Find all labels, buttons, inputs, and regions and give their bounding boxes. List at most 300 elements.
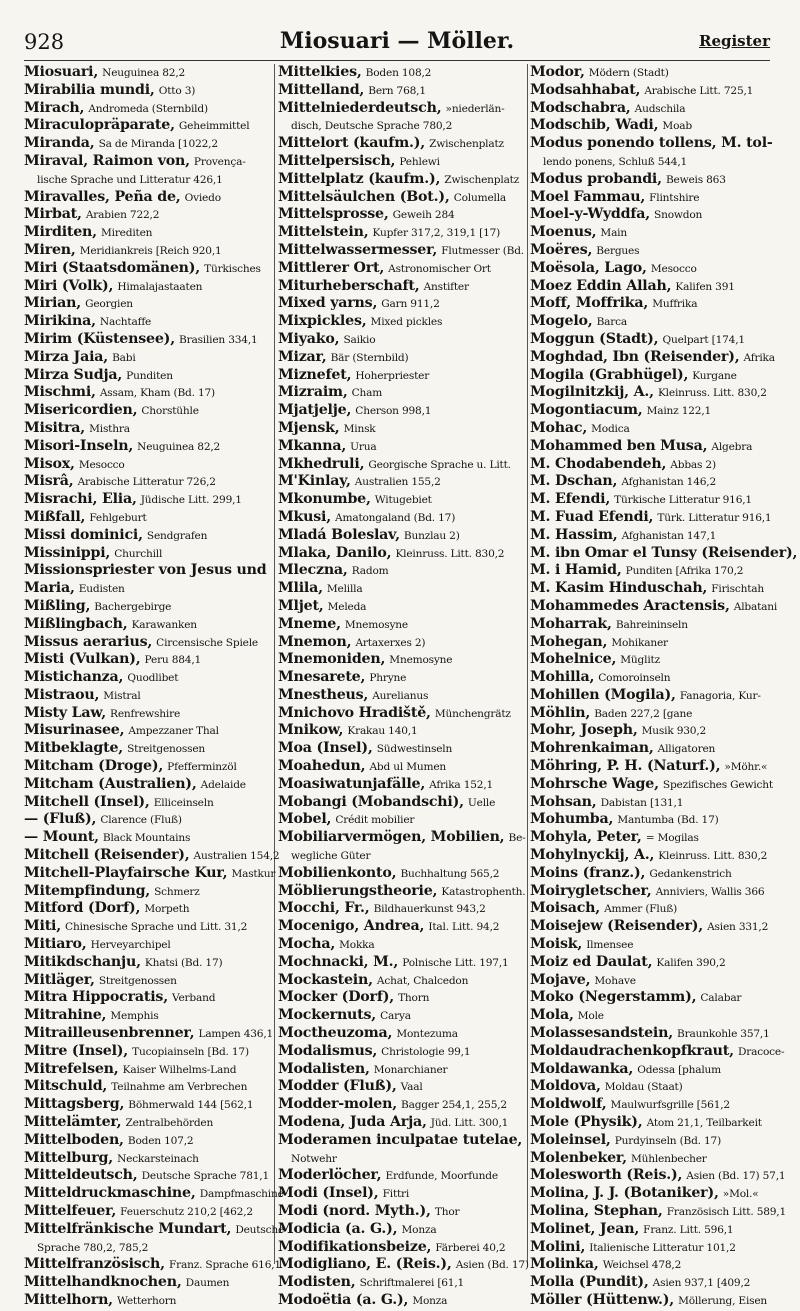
entry-reference: Moab <box>662 120 692 133</box>
entry-headword: Mitchell-Playfairsche Kur, <box>24 864 228 881</box>
entry-reference: Dracoce- <box>737 1045 785 1058</box>
register-entry <box>530 1256 778 1274</box>
entry-reference: Schriftmalerei [61,1 <box>359 1277 465 1290</box>
entry-headword: Mirikina, <box>24 313 96 330</box>
entry-headword: Mobangi (Mobandschi), <box>278 793 464 810</box>
entry-headword: Moëres, <box>530 241 593 258</box>
entry-headword: Mirian, <box>24 295 82 312</box>
entry-reference: Clarence (Fluß) <box>100 814 182 827</box>
entry-reference: Ital. Litt. 94,2 <box>428 921 500 934</box>
register-entry <box>530 135 778 153</box>
register-entry <box>530 224 778 242</box>
entry-reference: Türk. Litteratur 916,1 <box>657 511 772 524</box>
register-entry <box>278 794 526 812</box>
register-entry <box>24 295 272 313</box>
register-entry <box>24 918 272 936</box>
register-entry <box>278 1096 526 1114</box>
entry-reference: Sendgrafen <box>146 529 208 542</box>
entry-headword: M. Kasim Hinduschah, <box>530 580 708 597</box>
register-entry <box>278 776 526 794</box>
entry-reference: Albatani <box>733 600 778 613</box>
register-entry <box>24 722 272 740</box>
register-entry <box>278 313 526 331</box>
entry-reference: Georgien <box>85 298 133 311</box>
entry-headword: Mohylnyckij, A., <box>530 847 655 864</box>
entry-reference: Kupfer 317,2, 319,1 [17) <box>372 227 501 240</box>
register-entry <box>24 367 272 385</box>
entry-reference: Mesocco <box>78 458 125 471</box>
register-entry <box>24 651 272 669</box>
entry-headword: Mirach, <box>24 99 85 116</box>
entry-headword: Mittelplatz (kaufm.), <box>278 170 441 187</box>
entry-headword: Molassesandstein, <box>530 1025 673 1042</box>
entry-reference: Asien 331,2 <box>707 921 769 934</box>
entry-headword: Mitre (Insel), <box>24 1042 129 1059</box>
entry-reference: Artaxerxes 2) <box>355 636 426 649</box>
register-entry <box>530 918 778 936</box>
entry-headword: Moko (Negerstamm), <box>530 989 697 1006</box>
entry-reference: Italienische Litteratur 101,2 <box>589 1241 736 1254</box>
entry-reference: Otto 3) <box>158 84 196 97</box>
entry-reference: Melilla <box>326 583 363 596</box>
entry-reference: Mesocco <box>650 262 697 275</box>
entry-headword: Molina, Stephan, <box>530 1203 663 1219</box>
register-entry <box>24 153 272 171</box>
entry-reference: Andromeda (Sternbild) <box>88 102 208 115</box>
entry-headword: Mittelfränkische Mundart, <box>24 1220 232 1237</box>
register-entry <box>278 954 526 972</box>
entry-headword: Molinet, Jean, <box>530 1220 640 1237</box>
entry-headword: Mohr, Joseph, <box>530 722 638 739</box>
entry-reference: Arabische Litteratur 726,2 <box>77 476 216 489</box>
entry-reference: Sprache 780,2, 785,2 <box>37 1241 149 1254</box>
entry-headword: Mizar, <box>278 348 327 365</box>
entry-headword: Modena, Juda Arja, <box>278 1114 427 1131</box>
entry-headword: Moff, Moffrika, <box>530 295 649 312</box>
entry-headword: Modi (Insel), <box>278 1185 379 1202</box>
entry-reference: Mistral <box>103 689 141 702</box>
register-entry <box>278 562 526 580</box>
entry-reference: Müglitz <box>620 654 660 667</box>
register-entry <box>530 829 778 847</box>
entry-reference: Spezifisches Gewicht <box>662 778 773 791</box>
register-entry <box>24 1256 281 1274</box>
entry-headword: Miti, <box>24 918 61 935</box>
register-entry <box>278 972 526 990</box>
register-entry <box>24 936 272 954</box>
entry-headword: Mitläger, <box>24 971 95 988</box>
entry-reference: Nachtaffe <box>99 316 152 329</box>
entry-headword: Mittelfeuer, <box>24 1203 117 1219</box>
register-entry <box>24 1203 272 1221</box>
register-entry <box>530 811 778 829</box>
entry-headword: Modi (nord. Myth.), <box>278 1203 431 1219</box>
register-entry <box>278 331 526 349</box>
entry-headword: Mojave, <box>530 971 591 988</box>
register-entry <box>530 705 778 723</box>
entry-headword: Mitteldruckmaschine, <box>24 1185 196 1202</box>
entry-reference: Arabien 722,2 <box>85 209 160 222</box>
register-entry <box>24 491 272 509</box>
register-entry <box>278 705 526 723</box>
register-entry <box>278 349 526 367</box>
entry-headword: Moisach, <box>530 900 601 917</box>
entry-headword: Mitbeklagte, <box>24 740 124 757</box>
entry-reference: Babi <box>112 351 136 364</box>
entry-reference: Braunkohle 357,1 <box>677 1028 770 1041</box>
entry-reference: Radom <box>351 565 389 578</box>
entry-headword: Mohillen (Mogila), <box>530 686 676 703</box>
register-entry <box>278 491 526 509</box>
register-entry <box>530 740 778 758</box>
register-entry <box>530 687 778 705</box>
entry-reference: Astronomischer Ort <box>388 262 491 275</box>
entry-headword: Miyako, <box>278 330 340 347</box>
entry-headword: Mirim (Küstensee), <box>24 330 175 347</box>
entry-headword: Modsahhabat, <box>530 81 641 98</box>
register-entry <box>278 117 526 135</box>
page-header <box>24 26 770 56</box>
register-entry <box>530 598 778 616</box>
register-entry <box>530 313 778 331</box>
entry-headword: — (Fluß), <box>24 811 97 828</box>
entry-headword: Mohac, <box>530 419 588 436</box>
entry-headword: Moiz ed Daulat, <box>530 953 653 970</box>
entry-headword: Maria, <box>24 580 75 597</box>
entry-reference: Montezuma <box>396 1028 458 1041</box>
entry-headword: Mittelboden, <box>24 1131 124 1148</box>
entry-headword: Misox, <box>24 455 75 472</box>
entry-reference: Mohikaner <box>611 636 668 649</box>
column-3 <box>530 64 798 1308</box>
register-entry <box>278 758 526 776</box>
entry-reference: Fittri <box>382 1188 410 1201</box>
entry-headword: Mohilla, <box>530 669 595 686</box>
entry-headword: Mogelo, <box>530 313 593 330</box>
register-entry <box>278 402 526 420</box>
register-entry <box>24 989 272 1007</box>
entry-headword: Miren, <box>24 241 76 258</box>
entry-headword: Mitchell (Insel), <box>24 793 150 810</box>
register-entry <box>24 82 272 100</box>
entry-headword: Mittelwassermesser, <box>278 241 438 258</box>
register-entry <box>278 1167 526 1185</box>
entry-reference: Churchill <box>114 547 163 560</box>
entry-headword: Mitra Hippocratis, <box>24 989 168 1006</box>
entry-headword: Moisk, <box>530 936 583 953</box>
register-entry <box>530 883 778 901</box>
entry-reference: Flintshire <box>649 191 700 204</box>
entry-headword: Missinippi, <box>24 544 111 561</box>
entry-headword: Modor, <box>530 64 585 80</box>
entry-headword: Möblierungstheorie, <box>278 882 438 899</box>
register-entry <box>24 509 272 527</box>
entry-headword: Mjensk, <box>278 419 340 436</box>
register-entry <box>278 153 526 171</box>
entry-headword: Mitcham (Droge), <box>24 758 164 775</box>
entry-reference: Mole <box>577 1010 604 1023</box>
register-entry <box>24 1167 272 1185</box>
entry-reference: Bär (Sternbild) <box>330 351 409 364</box>
entry-headword: Moahedun, <box>278 758 366 775</box>
entry-reference: Weichsel 478,2 <box>602 1259 682 1272</box>
entry-headword: Moggun (Stadt), <box>530 330 659 347</box>
entry-reference: Uelle <box>467 796 496 809</box>
entry-reference: Herveyarchipel <box>90 939 171 952</box>
register-entry <box>24 580 272 598</box>
register-entry <box>530 544 798 563</box>
entry-headword: M. i Hamid, <box>530 562 622 579</box>
entry-headword: Moins (franz.), <box>530 864 646 881</box>
entry-reference: Fanagoria, Kur- <box>679 689 761 702</box>
entry-reference: Vaal <box>400 1081 423 1094</box>
entry-headword: Misericordien, <box>24 402 138 419</box>
entry-headword: M. ibn Omar el Tunsy (Reisender), <box>530 544 798 561</box>
entry-headword: Mochnacki, M., <box>278 953 399 970</box>
entry-reference: Columella <box>453 191 507 204</box>
entry-reference: Carya <box>380 1010 411 1023</box>
entry-reference: Daumen <box>185 1277 230 1290</box>
entry-headword: Mittelstein, <box>278 224 369 241</box>
entry-reference: Türkisches <box>204 262 261 275</box>
register-entry <box>24 100 272 118</box>
entry-headword: Mißlingbach, <box>24 615 128 632</box>
entry-reference: »niederlän- <box>445 102 505 115</box>
entry-headword: Mittelhorn, <box>24 1291 113 1308</box>
register-entry <box>24 1078 272 1096</box>
register-entry <box>278 438 526 456</box>
register-entry <box>24 224 272 242</box>
entry-reference: Khatsi (Bd. 17) <box>144 956 223 969</box>
register-entry <box>530 669 778 687</box>
entry-headword: Mohrenkaiman, <box>530 740 654 757</box>
entry-headword: Mittelland, <box>278 81 365 98</box>
entry-headword: Modder-molen, <box>278 1096 397 1113</box>
entry-reference: Feuerschutz 210,2 [462,2 <box>120 1206 253 1218</box>
register-entry <box>24 954 272 972</box>
register-entry <box>278 1256 529 1274</box>
entry-headword: Misrachi, Elia, <box>24 491 137 508</box>
entry-reference: Deutsche <box>235 1223 285 1236</box>
entry-reference: Cherson 998,1 <box>355 405 432 418</box>
entry-reference: Maulwurfsgrille [561,2 <box>610 1099 730 1112</box>
entry-headword: Mistichanza, <box>24 669 124 686</box>
entry-reference: Afghanistan 147,1 <box>621 529 717 542</box>
register-entry <box>530 1239 778 1257</box>
register-entry <box>530 189 778 207</box>
register-entry <box>530 473 778 491</box>
entry-headword: Mohyla, Peter, <box>530 829 642 846</box>
register-entry <box>24 189 272 207</box>
register-entry <box>278 1274 526 1292</box>
register-entry <box>278 580 526 598</box>
entry-headword: Mirbat, <box>24 206 82 223</box>
entry-headword: Mkusi, <box>278 508 331 525</box>
entry-headword: Modalismus, <box>278 1042 378 1059</box>
entry-reference: Barca <box>596 316 627 329</box>
entry-reference: Jüd. Litt. 300,1 <box>430 1117 509 1130</box>
register-entry <box>530 82 778 100</box>
entry-reference: Asien (Bd. 17) 57,1 <box>686 1170 786 1183</box>
entry-headword: Mittagsberg, <box>24 1096 125 1113</box>
entry-headword: Moësola, Lago, <box>530 259 647 276</box>
register-entry <box>278 1043 526 1061</box>
register-entry <box>530 758 778 776</box>
entry-reference: Muffrika <box>652 298 698 311</box>
register-entry <box>278 367 526 385</box>
entry-reference: Französisch Litt. 589,1 <box>666 1206 787 1218</box>
register-entry <box>278 509 526 527</box>
register-entry <box>24 1114 272 1132</box>
entry-reference: Streitgenossen <box>98 974 177 987</box>
register-entry <box>530 865 778 883</box>
register-entry <box>530 562 778 580</box>
register-entry <box>24 420 272 438</box>
entry-headword: Miraculopräparate, <box>24 117 175 134</box>
entry-headword: Mjatjelje, <box>278 402 352 419</box>
entry-headword: Miznefet, <box>278 366 352 383</box>
register-entry <box>530 580 778 598</box>
entry-reference: Bern 768,1 <box>368 84 426 97</box>
entry-headword: Mitrailleusenbrenner, <box>24 1025 195 1042</box>
register-entry <box>278 545 526 563</box>
entry-headword: Moenus, <box>530 224 597 241</box>
register-entry <box>24 1274 272 1292</box>
entry-reference: Buchhaltung 565,2 <box>400 867 500 880</box>
register-entry <box>530 847 778 865</box>
entry-headword: Mocha, <box>278 936 336 953</box>
register-entry <box>24 1061 272 1079</box>
entry-reference: Renfrewshire <box>110 707 181 720</box>
entry-headword: Mogilnitzkij, A., <box>530 384 654 401</box>
entry-headword: Mneme, <box>278 615 341 632</box>
register-entry <box>24 545 272 563</box>
register-entry <box>278 295 526 313</box>
entry-reference: Teilnahme am Verbrechen <box>111 1081 248 1094</box>
register-entry <box>278 100 526 118</box>
entry-reference: Cham <box>351 387 383 400</box>
entry-headword: Modschabra, <box>530 99 631 116</box>
entry-reference: = Mogilas <box>645 832 699 845</box>
entry-reference: Fehlgeburt <box>89 511 147 524</box>
register-entry <box>24 616 272 634</box>
register-entry <box>278 811 526 829</box>
register-entry <box>278 1185 526 1203</box>
column-divider <box>527 64 528 1264</box>
register-entry <box>530 1114 778 1132</box>
register-entry <box>24 473 272 491</box>
entry-headword: Mittelsäulchen (Bot.), <box>278 188 450 205</box>
entry-headword: Misty Law, <box>24 704 106 721</box>
register-entry <box>278 135 526 153</box>
entry-reference: Mokka <box>339 939 375 952</box>
register-entry <box>278 1007 526 1025</box>
entry-reference: Tucopiainseln [Bd. 17) <box>132 1045 249 1058</box>
register-entry <box>24 1096 272 1114</box>
entry-reference: Schmerz <box>154 885 200 898</box>
entry-reference: Alligatoren <box>657 743 716 756</box>
entry-reference: Erdfunde, Moorfunde <box>385 1170 498 1183</box>
entry-reference: Zentralbehörden <box>125 1117 214 1130</box>
entry-reference: Chinesische Sprache und Litt. 31,2 <box>65 921 248 934</box>
register-entry <box>530 349 778 367</box>
register-entry <box>24 1025 272 1043</box>
entry-reference: Minsk <box>343 422 376 435</box>
entry-headword: M. Dschan, <box>530 473 618 490</box>
register-entry <box>24 847 280 865</box>
register-entry <box>278 456 526 474</box>
register-entry <box>278 918 526 936</box>
entry-reference: Mnemosyne <box>344 618 408 631</box>
entry-reference: Franz. Sprache 616,1 <box>168 1259 281 1272</box>
entry-reference: Purdyinseln (Bd. 17) <box>614 1134 722 1147</box>
entry-headword: Mittelniederdeutsch, <box>278 99 442 116</box>
entry-headword: Mole (Physik), <box>530 1114 643 1131</box>
entry-reference: wegliche Güter <box>291 850 371 863</box>
entry-reference: Atom 21,1, Teilbarkeit <box>646 1117 762 1130</box>
register-entry <box>530 438 778 456</box>
entry-headword: Mohsan, <box>530 793 597 810</box>
register-entry <box>278 829 526 847</box>
register-entry <box>530 367 778 385</box>
register-entry <box>24 1185 284 1203</box>
entry-headword: Mocenigo, Andrea, <box>278 918 425 935</box>
register-entry <box>530 936 778 954</box>
entry-headword: Moel-y-Wyddfa, <box>530 206 650 223</box>
entry-headword: Mittelämter, <box>24 1114 122 1131</box>
entry-headword: Mitteldeutsch, <box>24 1167 138 1184</box>
entry-reference: Mühlenbecher <box>630 1152 707 1165</box>
register-entry <box>278 847 526 865</box>
register-entry <box>530 527 778 545</box>
entry-reference: Karawanken <box>131 618 197 631</box>
entry-reference: Punditen [Afrika 170,2 <box>625 565 744 578</box>
entry-reference: Afrika 152,1 <box>429 778 494 791</box>
entry-headword: Mitrahine, <box>24 1007 107 1024</box>
register-entry <box>530 616 778 634</box>
entry-headword: Moldawanka, <box>530 1060 634 1077</box>
entry-reference: Deutsche Sprache 781,1 <box>141 1170 269 1183</box>
entry-headword: Mlaka, Danilo, <box>278 544 392 561</box>
entry-headword: Moderlöcher, <box>278 1167 382 1184</box>
entry-reference: Amatongaland (Bd. 17) <box>335 511 456 524</box>
entry-reference: Arabische Litt. 725,1 <box>644 84 754 97</box>
entry-headword: Molina, J. J. (Botaniker), <box>530 1185 719 1202</box>
register-entry <box>278 260 526 278</box>
entry-reference: Anstifter <box>423 280 469 293</box>
entry-headword: Mittelhandknochen, <box>24 1274 182 1291</box>
register-entry <box>278 669 526 687</box>
entry-reference: Mnemosyne <box>389 654 453 667</box>
entry-headword: Mohammedes Aractensis, <box>530 597 730 614</box>
register-entry <box>278 740 526 758</box>
register-entry <box>24 171 272 189</box>
entry-reference: Neuguinea 82,2 <box>137 440 221 453</box>
entry-reference: Abbas 2) <box>670 458 716 471</box>
entry-headword: Moirygletscher, <box>530 882 652 899</box>
entry-reference: Asien 937,1 [409,2 <box>652 1277 751 1290</box>
entry-reference: disch, Deutsche Sprache 780,2 <box>291 120 453 133</box>
entry-headword: Mnikow, <box>278 722 344 739</box>
entry-reference: Krakau 140,1 <box>347 725 418 738</box>
register-entry <box>530 794 778 812</box>
register-entry <box>24 331 272 349</box>
entry-reference: Firischtah <box>711 583 765 596</box>
entry-reference: Monza <box>401 1223 437 1236</box>
entry-headword: Mockernuts, <box>278 1007 377 1024</box>
entry-reference: lische Sprache und Litteratur 426,1 <box>37 173 223 186</box>
entry-headword: Mitrefelsen, <box>24 1060 119 1077</box>
